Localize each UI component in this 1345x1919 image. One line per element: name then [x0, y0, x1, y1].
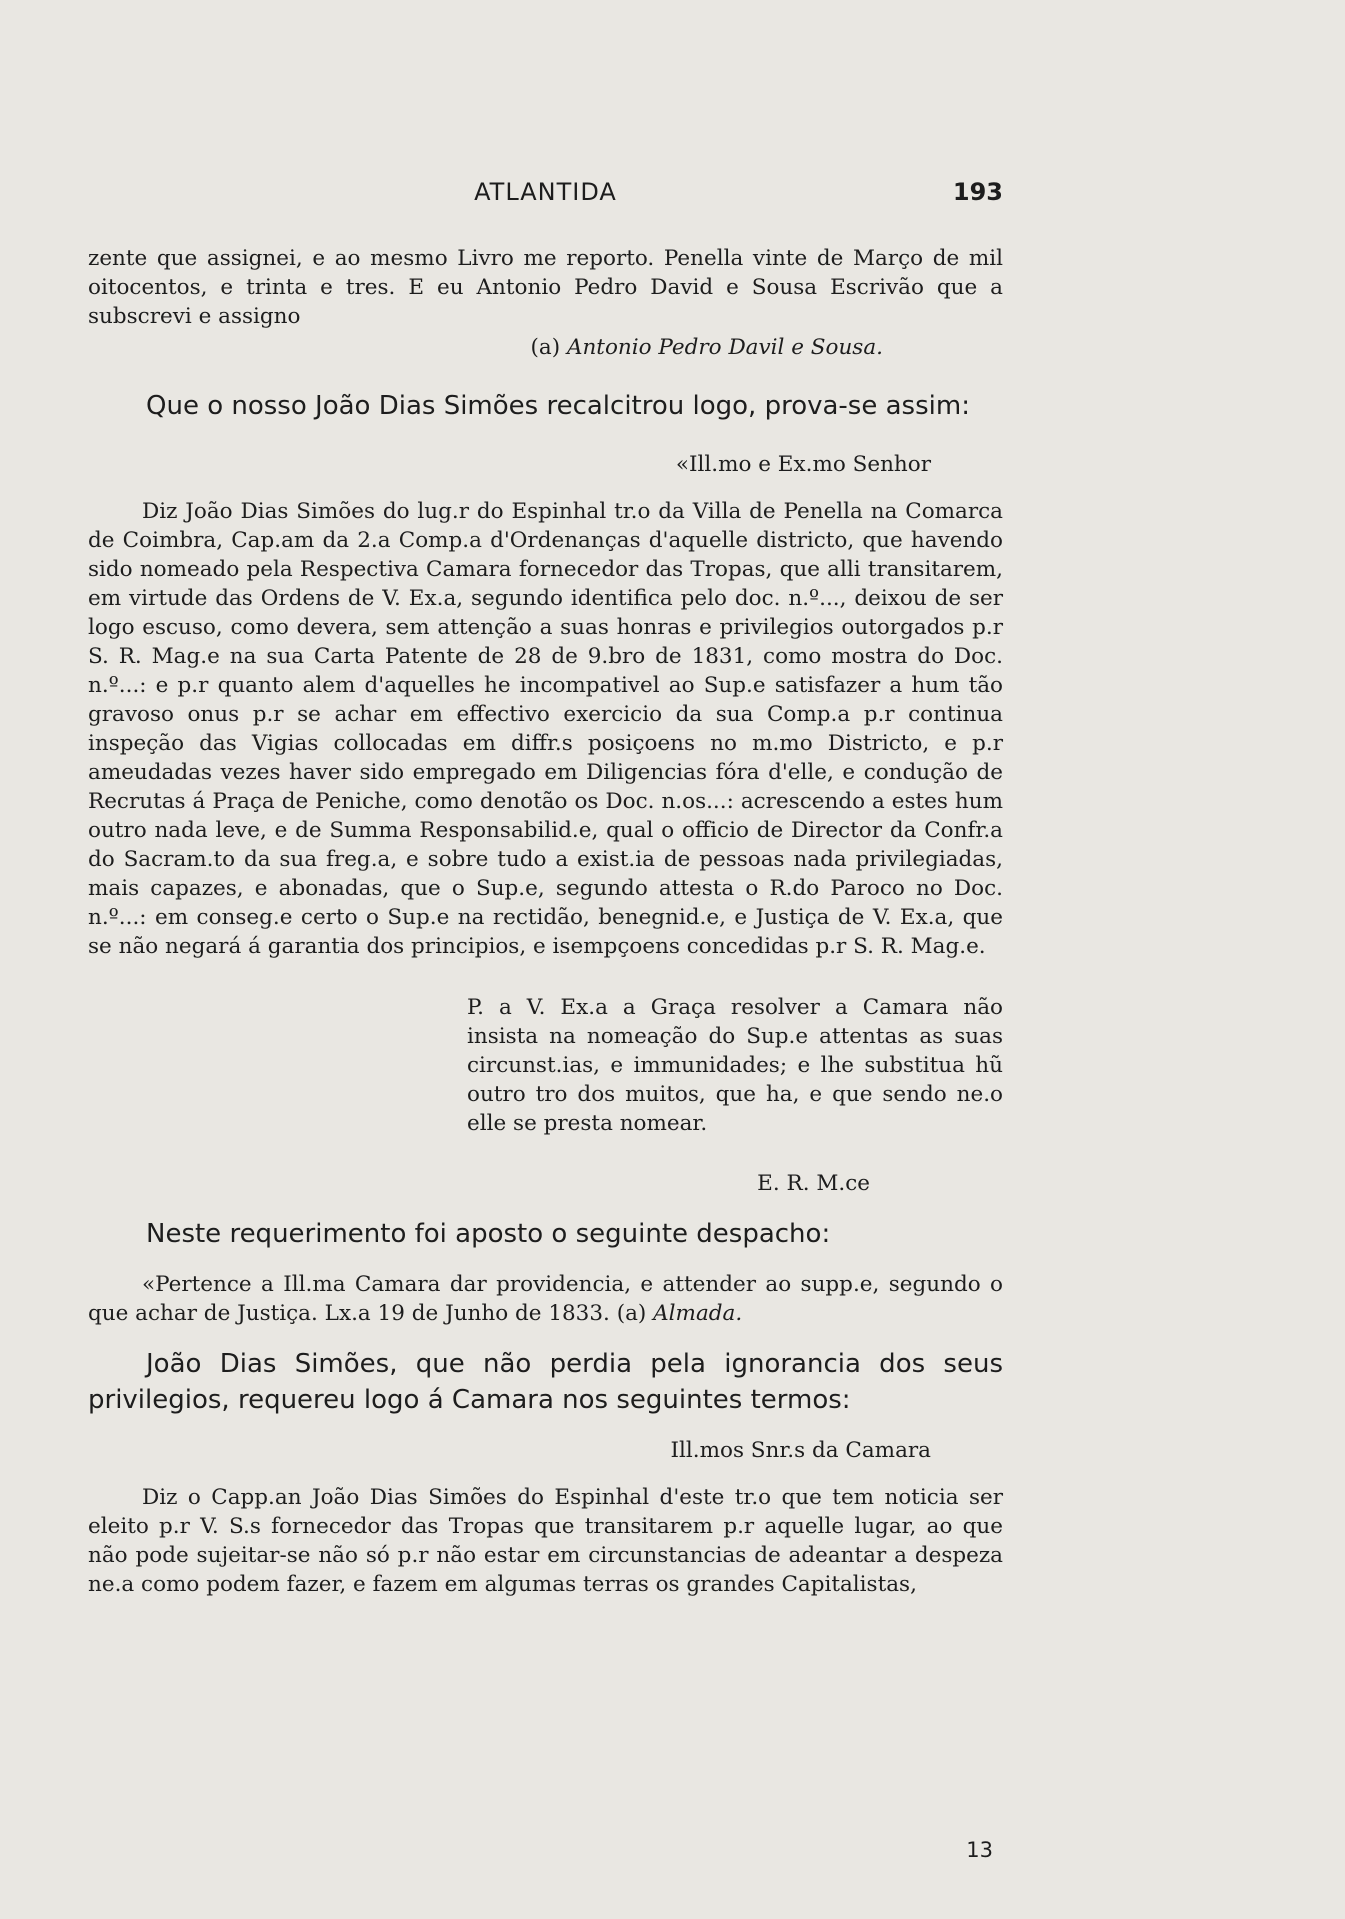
salutation-2: Ill.mos Snr.s da Camara	[670, 1438, 931, 1463]
paragraph-3: Diz João Dias Simões do lug.r do Espinhal tr.o da Villa de Penella na Comarca de Coimbra, Cap.am da 2.a Comp.a d'Ordenanças d'aquelle districto, que havendo sido nomeado pela Respectiva Camara fornecedor das Tropas, que alli transitarem, em virtude das Ordens de V. Ex.a, segundo identifica pelo doc. n.º..., deixou de ser logo escuso, como devera, sem attenção a suas honras e privilegios outorgados p.r S. R. Mag.e na sua Carta Patente de 28 de 9.bro de 1831, como mostra do Doc. n.º...: e p.r quanto alem d'aquelles he incompativel ao Sup.e satisfazer a hum tão gravoso onus p.r se achar em effectivo exercicio da sua Comp.a p.r continua inspeção das Vigias collocadas em diffr.s posiçoens no m.mo Districto, e p.r ameudadas vezes haver sido empregado em Diligencias fóra d'elle, e condução de Recrutas á Praça de Peniche, como denotão os Doc. n.os...: acrescendo a estes hum outro nada leve, e de Summa Responsabilid.e, qual o officio de Director da Confr.a do Sacram.to da sua freg.a, e sobre tudo a exist.ia de pessoas nada privilegiadas, mais capazes, e abonadas, que o Sup.e, segundo attesta o R.do Paroco no Doc. n.º...: em conseg.e certo o Sup.e na rectidão, benegnid.e, e Justiça de V. Ex.a, que se não negará á garantia dos principios, e isempçoens concedidas p.r S. R. Mag.e.	[88, 499, 1003, 959]
paragraph-7: João Dias Simões, que não perdia pela ignorancia dos seus privilegios, requereu logo á Camara nos seguintes termos:	[88, 1349, 1003, 1415]
running-title: ATLANTIDA	[474, 178, 617, 206]
signature-line-1	[88, 333, 1003, 362]
paragraph-6	[88, 1270, 1003, 1328]
despacho-text: «Pertence a Ill.ma Camara dar providencia, e attender ao supp.e, segundo o que achar de Justiça. Lx.a 19 de Junho de 1833. (a)	[88, 1272, 1003, 1326]
signature-prefix: (a)	[530, 335, 567, 360]
paragraph-2: Que o nosso João Dias Simões recalcitrou logo, prova-se assim:	[146, 391, 970, 421]
page-number: 193	[952, 178, 1003, 206]
signature-mark: 13	[966, 1838, 993, 1862]
paragraph-8: Diz o Capp.an João Dias Simões do Espinhal d'este tr.o que tem noticia ser eleito p.r V. S.s fornecedor das Tropas que transitarem p.r aquelle lugar, ao que não pode sujeitar-se não só p.r não estar em circunstancias de adeantar a despeza ne.a como podem fazer, e fazem em algumas terras os grandes Capitalistas,	[88, 1485, 1003, 1597]
signature-name: Antonio Pedro Davil e Sousa.	[566, 335, 883, 360]
page-header	[88, 178, 1003, 214]
page-body	[88, 244, 1003, 1599]
paragraph-5: Neste requerimento foi aposto o seguinte despacho:	[146, 1219, 831, 1249]
salutation-1: «Ill.mo e Ex.mo Senhor	[675, 452, 931, 477]
despacho-signature: Almada.	[653, 1301, 743, 1326]
paragraph-1: zente que assignei, e ao mesmo Livro me reporto. Penella vinte de Março de mil oitocentos, e trinta e tres. E eu Antonio Pedro David e Sousa Escrivão que a subscrevi e assigno	[88, 246, 1003, 329]
petition-request: P. a V. Ex.a a Graça resolver a Camara não insista na nomeação do Sup.e attentas as suas circunst.ias, e immunidades; e lhe substitua hũ outro tro dos muitos, que ha, e que sendo ne.o elle se presta nomear.	[467, 994, 1003, 1136]
petition-closing: E. R. M.ce	[757, 1171, 870, 1196]
